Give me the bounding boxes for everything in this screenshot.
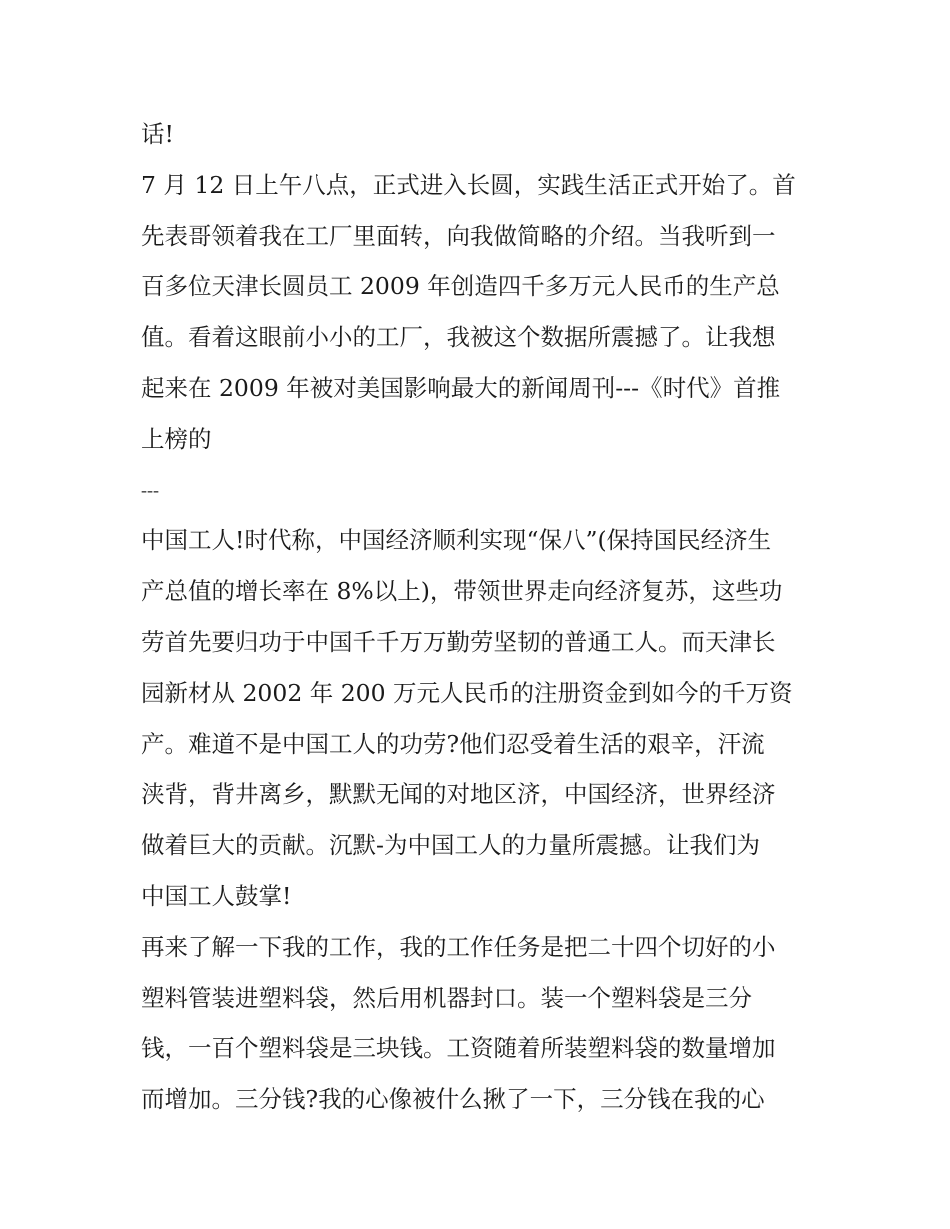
text-line: 钱，一百个塑料袋是三块钱。工资随着所装塑料袋的数量增加 (141, 1034, 776, 1063)
text-line: 百多位天津长圆员工 2009 年创造四千多万元人民币的生产总 (141, 272, 780, 301)
text-line: 园新材从 2002 年 200 万元人民币的注册资金到如今的千万资 (141, 678, 793, 707)
text-line: 起来在 2009 年被对美国影响最大的新闻周刊---《时代》首推 (141, 373, 781, 402)
text-line: 再来了解一下我的工作，我的工作任务是把二十四个切好的小 (141, 932, 776, 961)
text-line: 劳首先要归功于中国千千万万勤劳坚韧的普通工人。而天津长 (141, 627, 776, 656)
text-line: 值。看着这眼前小小的工厂，我被这个数据所震撼了。让我想 (141, 323, 776, 352)
text-line: 话! (141, 120, 174, 148)
text-line: 中国工人鼓掌! (141, 881, 292, 910)
text-line: 产总值的增长率在 8%以上)，带领世界走向经济复苏，这些功 (141, 577, 783, 606)
text-line: 浃背，背井离乡，默默无闻的对地区济，中国经济，世界经济 (141, 780, 776, 809)
text-line: 塑料管装进塑料袋，然后用机器封口。装一个塑料袋是三分 (141, 983, 752, 1012)
body-text (141, 109, 821, 1125)
text-line: 做着巨大的贡献。沉默-为中国工人的力量所震撼。让我们为 (141, 831, 760, 860)
text-line: 而增加。三分钱?我的心像被什么揪了一下，三分钱在我的心 (141, 1085, 765, 1114)
text-line: 先表哥领着我在工厂里面转，向我做简略的介绍。当我听到一 (141, 221, 776, 250)
text-line: 中国工人!时代称，中国经济顺利实现“保八”(保持国民经济生 (141, 526, 772, 555)
text-line: 上榜的 (141, 424, 212, 453)
separator-line: --- (141, 479, 159, 500)
text-line: 7 月 12 日上午八点，正式进入长圆，实践生活正式开始了。首 (141, 170, 796, 199)
text-line: 产。难道不是中国工人的功劳?他们忍受着生活的艰辛，汗流 (141, 729, 765, 758)
